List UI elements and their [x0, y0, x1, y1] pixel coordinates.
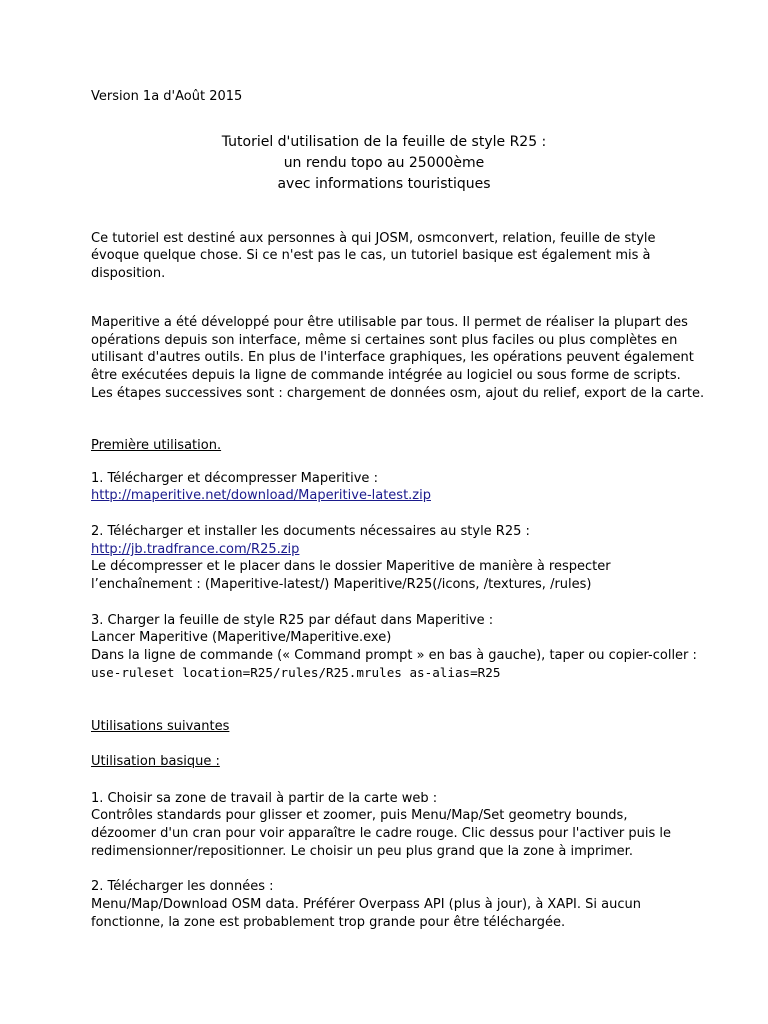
title-line-2: un rendu topo au 25000ème	[283, 155, 485, 171]
first-use-heading: Première utilisation.	[91, 438, 222, 453]
version-line: Version 1a d'Août 2015	[91, 89, 243, 104]
title-line-1: Tutoriel d'utilisation de la feuille de style R25 :	[221, 134, 547, 150]
first-use-step3: 3. Charger la feuille de style R25 par défaut dans Maperitive :	[91, 613, 494, 628]
maperitive-line: opérations depuis son interface, même si certaines sont plus faciles ou plus complètes en	[91, 333, 678, 348]
later-use-step1-line: dézoomer d'un cran pour voir apparaître le cadre rouge. Clic dessus pour l'activer puis le	[91, 826, 671, 841]
maperitive-line: être exécutées depuis la ligne de commande intégrée au logiciel ou sous forme de scripts.	[91, 368, 681, 383]
maperitive-line: Les étapes successives sont : chargement de données osm, ajout du relief, export de la carte.	[91, 386, 705, 401]
intro-line: Ce tutoriel est destiné aux personnes à qui JOSM, osmconvert, relation, feuille de style	[91, 231, 656, 246]
later-use-step2: 2. Télécharger les données :	[91, 879, 274, 894]
first-use-step1: 1. Télécharger et décompresser Maperitive :	[91, 471, 378, 486]
maperitive-line: Maperitive a été développé pour être utilisable par tous. Il permet de réaliser la plupart des	[91, 315, 688, 330]
later-use-step1-line: redimensionner/repositionner. Le choisir un peu plus grand que la zone à imprimer.	[91, 844, 633, 859]
maperitive-line: utilisant d'autres outils. En plus de l'interface graphiques, les opérations peuvent également	[91, 350, 694, 365]
later-use-heading: Utilisations suivantes	[91, 719, 230, 734]
maperitive-download-link[interactable]: http://maperitive.net/download/Maperitive-latest.zip	[91, 488, 431, 503]
first-use-step2-line: l’enchaînement : (Maperitive-latest/) Maperitive/R25(/icons, /textures, /rules)	[91, 577, 592, 592]
basic-use-heading: Utilisation basique :	[91, 754, 220, 769]
intro-line: disposition.	[91, 266, 166, 281]
later-use-step2-line: fonctionne, la zone est probablement trop grande pour être téléchargée.	[91, 915, 566, 930]
first-use-step3-line: Lancer Maperitive (Maperitive/Maperitive.exe)	[91, 630, 392, 645]
first-use-step3-line: Dans la ligne de commande (« Command prompt » en bas à gauche), taper ou copier-coller :	[91, 648, 697, 663]
first-use-step2: 2. Télécharger et installer les documents nécessaires au style R25 :	[91, 524, 530, 539]
ruleset-command: use-ruleset location=R25/rules/R25.mrules as-alias=R25	[91, 665, 501, 680]
title-line-3: avec informations touristiques	[277, 176, 491, 192]
later-use-step1-line: Contrôles standards pour glisser et zoomer, puis Menu/Map/Set geometry bounds,	[91, 808, 628, 823]
intro-line: évoque quelque chose. Si ce n'est pas le cas, un tutoriel basique est également mis à	[91, 248, 651, 263]
first-use-step2-line: Le décompresser et le placer dans le dossier Maperitive de manière à respecter	[91, 559, 611, 574]
later-use-step2-line: Menu/Map/Download OSM data. Préférer Overpass API (plus à jour), à XAPI. Si aucun	[91, 897, 641, 912]
r25-download-link[interactable]: http://jb.tradfrance.com/R25.zip	[91, 542, 300, 557]
later-use-step1: 1. Choisir sa zone de travail à partir de la carte web :	[91, 791, 438, 806]
